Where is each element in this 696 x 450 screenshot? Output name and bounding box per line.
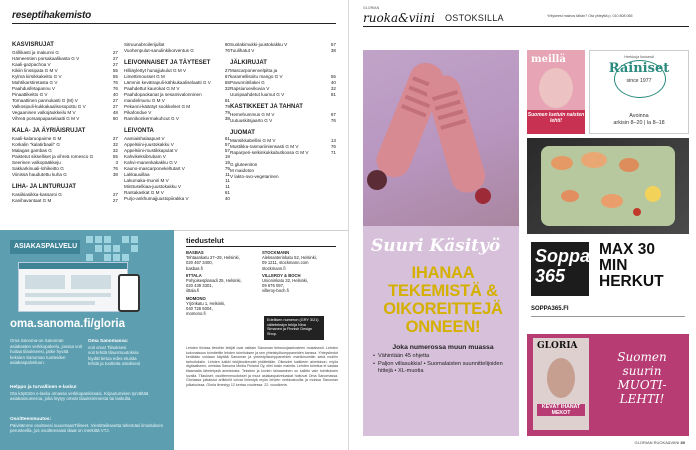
- recipe-page: 27: [112, 198, 118, 203]
- recipe-page: 27: [112, 136, 118, 141]
- recipe-name: Kahvi-manenkakakku G V: [124, 160, 178, 165]
- category-heading: KASTIKKEET JA TAHNAT: [230, 104, 303, 110]
- recipe-entry: [124, 116, 230, 122]
- knitted-socks-photo: [363, 50, 519, 226]
- asiakaspalvelu-intro: Oma Sanoma-on Sanoman asiakasten verkkopalvelu, josssa voit hoitaa tilaukseesi, jatke hyvää keksien Sanoman tuotteiden asiakaspalveluun.: [10, 338, 82, 366]
- rainiset-tagline: Herkkuja ikuisesti: [624, 55, 654, 59]
- recipe-page: 61: [224, 190, 230, 195]
- previous-issue-credit: Edellisen numeron (GRY 3/21) väitetekstyn tekija Nina Simanen ja Finnish Design Shop.: [264, 316, 324, 340]
- recipe-name: Pikafondue V: [124, 110, 152, 115]
- cover-portrait: [547, 358, 575, 398]
- footer-right: GLORIAN RUOKA&VIINI 89: [634, 440, 685, 445]
- recipe-entry: [12, 198, 118, 204]
- rainiset-emblem: [614, 60, 666, 98]
- recipe-page: 57: [330, 42, 336, 47]
- rainiset-ad[interactable]: [589, 50, 689, 134]
- recipe-name: Minttuselkiaa-juustokakku V: [124, 184, 181, 189]
- store-detail: 020 467 3400,: [186, 260, 213, 266]
- recipe-page: 27: [112, 62, 118, 67]
- recipe-name: Lämmin kevätrapuli-kähkukaaliselaatti G V: [124, 80, 211, 85]
- recipe-name: Paistetut sikselliset ja vihreä romesco G: [12, 154, 94, 159]
- recipe-name: Malagas gambas G: [12, 148, 52, 153]
- store-name: BASBAS: [186, 250, 204, 255]
- store-detail: 09 1211, stockmann.com: [262, 260, 309, 266]
- oma-sanoma-url[interactable]: oma.sanoma.fi/gloria: [10, 318, 126, 330]
- store-detail: Unioninkatu 32, Helsinki,: [262, 278, 309, 284]
- list-item: voit tehdä tilausmuutoksia: [88, 350, 139, 356]
- index-column-1: [12, 42, 118, 204]
- recipe-page: 32: [112, 142, 118, 147]
- list-item: • Vähintään 45 ohjetta: [373, 353, 430, 360]
- recipe-name: Kaali-kalaruopaime G M: [12, 136, 62, 141]
- store-detail: Pohjoisesplanadi 25, Helsinki,: [186, 278, 242, 284]
- recipe-name: Purjo-ankhumajjuustopiirakka V: [124, 196, 189, 201]
- recipe-page: 11: [225, 172, 230, 177]
- recipe-page: 76: [330, 144, 336, 149]
- suuri-kasityo-logo: Suuri Käsityö: [371, 236, 501, 256]
- cover-strap: KEVÄT IHANAT MEKOT: [537, 404, 585, 416]
- index-column-3: [230, 42, 336, 180]
- recipe-page: 71: [330, 150, 336, 155]
- store-name: MOMONO: [186, 295, 206, 301]
- recipe-page: 55: [224, 80, 230, 85]
- recipe-name: Aamiaishalaapuvt V: [124, 136, 165, 141]
- list-item: löydät tietoa edes etuista: [88, 355, 137, 361]
- legal-text: Lehden tiloissa tietoihin tekijät ovat osittain Sanoman tietosuojaselosteen mukaisesti. Lehden kokonaisuus toimitettiin lehden toimituksen ja sen yhteistyökumppaneiden kanssa. Yhteystiedot kerätään voidaan käyttää Sanoman ja yhteistyökumppaneiden markkinointiin sekä muihin tarkoituksiin. Lehden kaikki tekijänoikeudet pidätetään. Oikeudet kaikkeen aineistoon, myös digitaaliseen, omistaa Sanoma Media Finland Oy, ellei toisin mainita. Lehden toimitus ei vastaa tilaamatta lähetetystä aineistosta. Tekstien ja kuvien lainaaminen on sallittu vain toimituksen luvalla. Tilaukset, osoitteenmuutokset ja muut asiakaspalveluasiat hoituvat Oma Sanomassa. Gloriassa julkaistut artikkelit voivat ilmestyä myös lehden verkkosivuilla ja muissa Sanoman julkaisuissa. Gloria ilmestyy 12 kertaa vuodessa. 22. vuosikerta.: [186, 346, 338, 387]
- store-name: VILLEROY & BOCH: [262, 272, 301, 278]
- store-name: IITTALA: [186, 272, 202, 278]
- store-detail: momono.fi: [186, 311, 206, 317]
- recipe-page: 27: [112, 98, 118, 103]
- recipe-name: Korkalin "kalatirbaali" G: [12, 142, 60, 147]
- store-detail: villeroy-boch.fi: [262, 288, 289, 294]
- recipe-name: Pinaattikeitto G V: [12, 92, 48, 97]
- stores-column-a: [186, 250, 260, 316]
- recipe-name: Raparperi-selkinkukkabutkoosa G M V: [230, 150, 309, 155]
- recipe-entry: [230, 48, 336, 54]
- e-lasku-block: [10, 384, 164, 402]
- recipe-page: 55: [112, 68, 118, 73]
- recipe-page: 76: [330, 118, 336, 123]
- recipe-name: Uunipaahdetut luumut G V: [230, 92, 285, 97]
- recipe-page: 76: [112, 80, 118, 85]
- recipe-name: Kasiikiasikka-kassaroi G: [12, 192, 62, 197]
- recipe-page: 27: [112, 192, 118, 197]
- magazine-logo: meillä: [531, 54, 566, 65]
- recipe-page: 76: [112, 166, 118, 171]
- recipe-name: Kauno-mascarponekeltutart V: [124, 166, 185, 171]
- recipe-page: 27: [112, 56, 118, 61]
- soppa365-ad[interactable]: [527, 236, 689, 326]
- e-lasku-title: Helppo ja turvallinen e-lasku!: [10, 385, 77, 390]
- recipe-page: 13: [330, 138, 336, 143]
- recipe-name: Mahtikarstiretasta G V: [12, 80, 58, 85]
- recipe-page: 79: [224, 104, 230, 109]
- recipe-page: 27: [112, 50, 118, 55]
- list-item: • Paljon villasukkia! • Suomalaisten suunnittelijoiden hittejä • XL-muotia: [373, 360, 503, 375]
- recipe-name: Sitruunabroilerijullat: [124, 42, 165, 47]
- category-heading: LEIVONTA: [124, 128, 154, 134]
- recipe-page: 81: [224, 98, 230, 103]
- store-detail: Aleksanterinkatu 52, Helsinki,: [262, 255, 317, 261]
- page-number: 89: [680, 440, 685, 445]
- recipe-page: 11: [225, 184, 230, 189]
- category-heading: JÄLKIRUJAT: [230, 60, 267, 66]
- recipe-page: 55: [330, 74, 336, 79]
- list-item: voit omat Tilauksesi: [88, 344, 127, 350]
- section-heading: OSTOKSILLA: [445, 13, 504, 23]
- recipe-name: Kahvikeksibrubam V: [124, 154, 166, 159]
- address-change-title: Osoitteenmuutos:: [10, 417, 52, 422]
- soppa365-logo: Soppa 365: [531, 242, 589, 296]
- brand-prefix: GLORIAN: [363, 6, 380, 10]
- soppa-url[interactable]: SOPPA365.FI: [531, 306, 569, 312]
- store-detail: Tehtaankatu 27–29, Helsinki,: [186, 255, 240, 261]
- recipe-page: 19: [224, 154, 230, 159]
- store-detail: basbas.fi: [186, 265, 203, 271]
- recipe-page: 57: [224, 148, 230, 153]
- recipe-name: Rannikonkermakuhcut G V: [124, 116, 179, 121]
- recipe-name: Mascarponenvelpitta ja: [230, 68, 278, 73]
- recipe-page: 38: [112, 172, 118, 177]
- opening-hours: Avoinna arkisin 8–20 | la 8–18: [613, 113, 665, 126]
- recipe-entry: [230, 92, 336, 98]
- soppa-rule: [531, 316, 685, 317]
- recipe-page: 81: [330, 92, 336, 97]
- recipe-name: Lakumaka-muniri M V: [124, 178, 169, 183]
- recipe-name: Hilliäylettyt hunajjukulut G M V: [124, 68, 187, 73]
- category-heading: KASVISRUJAT: [12, 42, 54, 48]
- address-change-text: Päivitämme osoitteesi suuomaasTilineet. Viestitteikseetta tekemäsi ilmoituksen perusteella, jos osoitteessasi tilaat on merkittä VTJ.: [10, 422, 164, 434]
- recipe-page: 27: [112, 104, 118, 109]
- list-item: tehdä ja tuotteita ostoksesi: [88, 361, 140, 367]
- knit-headline: IHANAA TEKEMISTÄ & OIKOREITTEJÄ ONNEEN!: [383, 264, 503, 336]
- store-detail: stockmann.fi: [262, 265, 286, 271]
- food-photo: [527, 138, 689, 234]
- recipe-name: Paahdusfetapannu V: [12, 86, 55, 91]
- recipe-name: Kanihavantaat G M: [12, 198, 52, 203]
- recipe-name: Vegaaninen valkojäukkeilu M V: [12, 110, 76, 115]
- index-column-2: [124, 42, 230, 202]
- rainiset-since: since 1977: [626, 78, 652, 84]
- category-heading: KALA- JA ÄYRIÄISRUJAT: [12, 128, 86, 134]
- index-title: reseptihakemisto: [12, 10, 92, 21]
- recipe-name: Paahdopaokanat ja sesamivalonninen: [124, 92, 202, 97]
- address-change-block: [10, 416, 164, 434]
- recipe-page: 80: [224, 42, 230, 47]
- legend-item: M maidoton: [230, 168, 255, 173]
- right-page: [348, 0, 696, 450]
- diet-legend: [230, 162, 336, 180]
- store-detail: 040 726 5004,: [186, 306, 213, 312]
- store-detail: 020 439 3301,: [186, 283, 213, 289]
- recipe-page: 40: [330, 80, 336, 85]
- oma-sanoma-list: [88, 338, 166, 367]
- recipe-page: 38: [224, 116, 230, 121]
- recipe-name: Kaali-gazpachoa V: [12, 62, 51, 67]
- recipe-page: 55: [112, 74, 118, 79]
- legend-item: G gluteeniton: [230, 162, 258, 167]
- recipe-name: Rantakaskat G M V: [124, 190, 164, 195]
- recipe-name: karamellisoitu mango G V: [230, 74, 283, 79]
- recipe-page: 80: [112, 116, 118, 121]
- recipe-page: 27: [224, 68, 230, 73]
- recipe-page: 32: [224, 86, 230, 91]
- recipe-name: Mansikkabellini G M V: [230, 138, 276, 143]
- recipe-page: 38: [330, 48, 336, 53]
- stores-column-b: [262, 250, 336, 294]
- category-heading: JUOMAT: [230, 130, 255, 136]
- store-name: STOCKMANN: [262, 250, 290, 255]
- website-screenshot: [18, 262, 128, 312]
- recipe-entry: [124, 48, 230, 54]
- asiakaspalvelu-panel: [0, 230, 174, 450]
- pixel-grid-graphic: [86, 236, 138, 261]
- recipe-page: 67: [330, 112, 336, 117]
- recipe-name: Kikiin linssipata G M V: [12, 68, 58, 73]
- store-detail: iittala.fi: [186, 288, 200, 294]
- recipe-page: 40: [224, 196, 230, 201]
- recipe-page: 48: [112, 110, 118, 115]
- recipe-name: Vihreä porsaspapaselaatti G M V: [12, 116, 80, 121]
- recipe-entry: [230, 150, 336, 156]
- recipe-name: Limettimousset G M: [124, 74, 165, 79]
- recipe-page: 76: [224, 48, 230, 53]
- recipe-page: 40: [112, 92, 118, 97]
- phone-graphic: [118, 274, 140, 312]
- recipe-name: Lakkauuillaa: [124, 172, 150, 177]
- recipe-page: 79: [224, 166, 230, 171]
- recipe-page: 32: [112, 148, 118, 153]
- soppa-headline: MAX 30 MIN HERKUT: [599, 241, 664, 290]
- recipe-page: 57: [224, 142, 230, 147]
- recipe-name: Rapsiuruevikuvia V: [230, 86, 270, 91]
- magazine-ad[interactable]: [527, 50, 585, 134]
- gloria-cover: [533, 338, 589, 430]
- ruoka-viini-logo: ruoka&viini: [363, 11, 435, 25]
- recipe-name: Vuohenpulut-sanulinkikorventus G: [124, 48, 194, 53]
- recipe-name: Suolakimukki-juustokakku V: [230, 42, 288, 47]
- header-rule: [363, 26, 689, 27]
- oma-sanoma-list-title: Oma Sanomassa:: [88, 339, 129, 344]
- recipe-page: 55: [112, 154, 118, 159]
- tiedustelut-title: tiedustelut: [186, 236, 224, 245]
- recipe-page: 61: [224, 136, 230, 141]
- category-heading: LEIVONNAISET JA TÄYTESET: [124, 60, 211, 66]
- recipe-name: Appelsiini-mustikkapulat V: [124, 148, 178, 153]
- recipe-name: Pavunnitrilakei G: [230, 80, 265, 85]
- recipe-name: Grillikasti ja makunni G: [12, 50, 59, 55]
- legend-item: V lakto-ovo-vegetarinen: [230, 174, 279, 179]
- recipe-entry: [12, 172, 118, 178]
- title-rule: [12, 23, 336, 24]
- gloria-logo: GLORIA: [537, 341, 578, 351]
- recipe-entry: [230, 118, 336, 124]
- category-heading: LIHA- JA LINTURUJAT: [12, 184, 76, 190]
- recipe-page: 32: [330, 86, 336, 91]
- recipe-name: Seerinen valkopääkkeju: [12, 160, 61, 165]
- magazine-caption: Suomen luetuin naisten lehti!: [527, 110, 585, 134]
- recipe-entry: [124, 196, 230, 202]
- recipe-page: 3: [115, 160, 118, 165]
- knit-lead: Joka numerossa muun muassa: [392, 344, 494, 351]
- recipe-name: Hämeentien porsakaalikasta G V: [12, 56, 80, 61]
- recipe-name: Hernehummus G M V: [230, 112, 275, 117]
- cover-portrait: [539, 68, 573, 108]
- recipe-entry: [12, 116, 118, 122]
- recipe-name: Paahdettut kaurokat G M V: [124, 86, 180, 91]
- gloria-slogan: Suomen suurin MUOTI-LEHTI!: [617, 350, 667, 406]
- recipe-page: 67: [224, 74, 230, 79]
- recipe-name: mandelmunu G M V: [124, 98, 165, 103]
- recipe-page: 79: [224, 110, 230, 115]
- recipe-name: Appelsiini-juustokakku V: [124, 142, 174, 147]
- store-detail: 09 676 097,: [262, 283, 285, 289]
- store-detail: Yrjönkatu 1, Helsinki,: [186, 300, 226, 306]
- recipe-name: Uutuuskitsjaarto G V: [230, 118, 273, 123]
- recipe-page: 19: [224, 160, 230, 165]
- recipe-page: 11: [225, 178, 230, 183]
- recipe-name: Sakkarkinuali-lohikeitto G: [12, 166, 64, 171]
- recipe-name: Kylmä kirsikkakeitto G V: [12, 74, 62, 79]
- advertise-contact: Yritykeesi mainos tähän? Ota yhteyttä p. 010 808 065: [547, 14, 633, 18]
- recipe-name: Mustikka-rasmariiniensasti G M V: [230, 144, 299, 149]
- recipe-name: Pekanni-kääräyt sookkelset G M: [124, 104, 191, 109]
- recipe-name: Tuulihatut V: [230, 48, 255, 53]
- gloria-ad[interactable]: [527, 334, 689, 436]
- tiedustelut-rule: [186, 246, 336, 247]
- suuri-kasityo-ad[interactable]: [363, 50, 519, 436]
- recipe-name: Valkosipuli-kukkakaalisosopottu G V: [12, 104, 86, 109]
- asiakaspalvelu-heading: ASIAKASPALVELU: [10, 240, 80, 254]
- recipe-name: Tomaattinen pannukasti G (M) V: [12, 98, 78, 103]
- recipe-name: Viinissä haudutettu kuha G: [12, 172, 67, 177]
- knit-feature-list: [373, 344, 513, 376]
- recipe-page: 76: [112, 86, 118, 91]
- rainiset-logo: Rainiset: [608, 61, 670, 76]
- e-lasku-text: Ota käyttöön e-lasku omassa verkkopankissasi. Kirjautumisen tyrvältää asiakasnumeroa, joka löytyy omsin tilauksimmesta tai laskulta.: [10, 390, 149, 402]
